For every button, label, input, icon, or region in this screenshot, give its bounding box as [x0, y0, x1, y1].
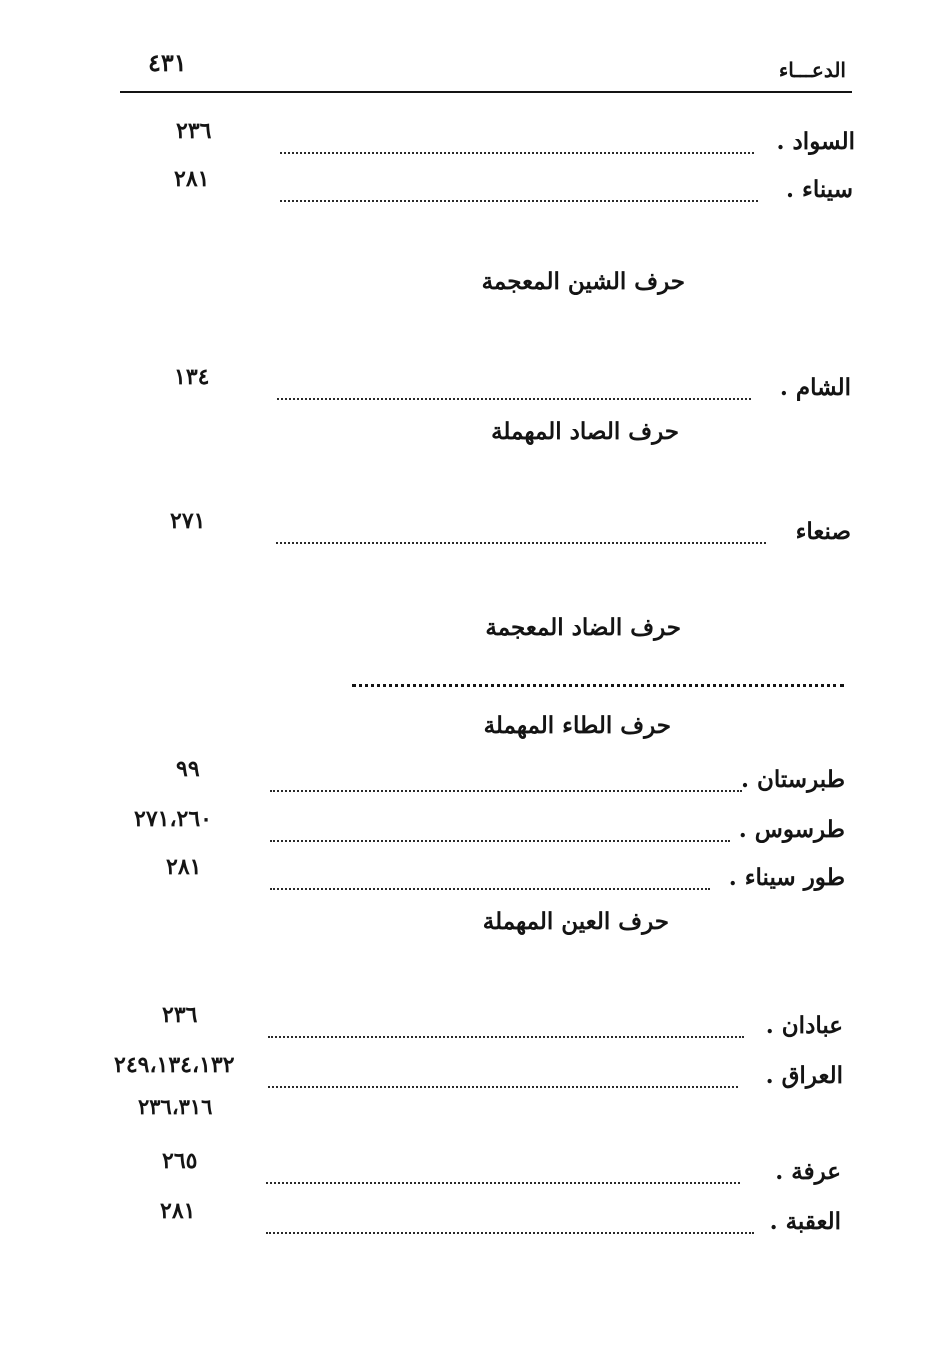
entry-name: طور سيناء .	[728, 864, 845, 891]
section-heading: حرف الطاء المهملة	[483, 712, 671, 739]
entry-pages: ٢٨١	[174, 166, 210, 192]
index-entry	[0, 1052, 943, 1119]
dot-leader	[268, 1036, 744, 1038]
section-heading: حرف الشين المعجمة	[481, 268, 685, 295]
dot-leader	[268, 1086, 738, 1088]
index-entry	[0, 854, 943, 898]
entry-pages-continued: ٢٣٦،٣١٦	[138, 1094, 213, 1119]
dot-leader	[266, 1182, 740, 1184]
dot-leader	[276, 542, 766, 544]
index-entry	[0, 508, 943, 552]
entry-pages: ٢٨١	[160, 1198, 196, 1224]
entry-pages: ٢٦٥	[162, 1148, 198, 1174]
index-entry	[0, 166, 943, 210]
dot-leader	[280, 152, 754, 154]
entry-name: العقبة .	[769, 1208, 841, 1235]
index-entry	[0, 806, 943, 850]
entry-name: عرفة .	[775, 1158, 841, 1185]
index-entry	[0, 1002, 943, 1046]
index-entry	[0, 756, 943, 800]
entry-pages: ٩٩	[176, 756, 200, 782]
entry-pages: ١٣٤	[174, 364, 210, 390]
entry-name: سيناء .	[786, 176, 853, 203]
section-heading: حرف العين المهملة	[482, 908, 669, 935]
dot-leader	[280, 200, 758, 202]
dot-leader	[270, 790, 742, 792]
entry-name: عبادان .	[765, 1012, 843, 1039]
dot-leader	[277, 398, 751, 400]
dot-leader	[270, 840, 730, 842]
entry-name: طرسوس .	[738, 816, 845, 843]
entry-pages: ٢٧١	[170, 508, 206, 534]
index-entry	[0, 364, 943, 408]
index-entry	[0, 1148, 943, 1192]
page-number: ٤٣١	[148, 48, 187, 77]
section-heading: حرف الضاد المعجمة	[485, 614, 681, 641]
dot-leader	[266, 1232, 754, 1234]
running-header-title: الدعـــاء	[778, 58, 846, 82]
header-rule	[120, 91, 852, 93]
entry-pages: ٢٨١	[166, 854, 202, 880]
omitted-entries-dots	[352, 684, 844, 687]
entry-pages: ٢٣٦	[176, 118, 212, 144]
entry-name: الشام .	[779, 374, 851, 401]
entry-pages: ٢٣٦	[162, 1002, 198, 1028]
dot-leader	[270, 888, 710, 890]
entry-name: صنعاء	[795, 518, 851, 545]
index-entry	[0, 118, 943, 162]
entry-name: السواد .	[776, 128, 855, 155]
section-heading: حرف الصاد المهملة	[491, 418, 679, 445]
entry-name: طبرستان .	[740, 766, 845, 793]
entry-pages: ٢٧١،٢٦٠	[134, 806, 212, 832]
entry-pages: ٢٤٩،١٣٤،١٣٢	[114, 1052, 235, 1078]
entry-name: العراق .	[765, 1062, 843, 1089]
index-entry	[0, 1198, 943, 1242]
